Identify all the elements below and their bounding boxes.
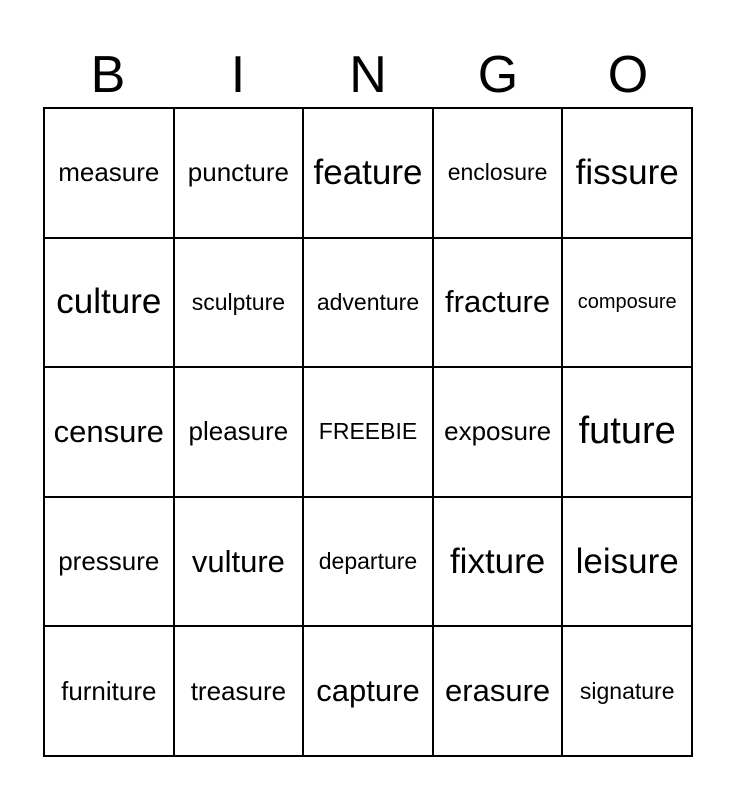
header-letter-b: B bbox=[90, 46, 126, 104]
bingo-cell[interactable]: pressure bbox=[44, 497, 174, 627]
header-letter-o: O bbox=[607, 46, 649, 104]
bingo-cell[interactable]: furniture bbox=[44, 626, 174, 756]
bingo-cell[interactable]: censure bbox=[44, 367, 174, 497]
bingo-cell[interactable]: leisure bbox=[562, 497, 692, 627]
header-letter-i: I bbox=[230, 46, 246, 104]
free-space-cell[interactable]: FREEBIE bbox=[303, 367, 433, 497]
bingo-cell[interactable]: sculpture bbox=[174, 238, 304, 368]
bingo-cell[interactable]: departure bbox=[303, 497, 433, 627]
bingo-cell[interactable]: fissure bbox=[562, 108, 692, 238]
bingo-cell[interactable]: future bbox=[562, 367, 692, 497]
bingo-cell[interactable]: erasure bbox=[433, 626, 563, 756]
bingo-cell[interactable]: treasure bbox=[174, 626, 304, 756]
bingo-cell[interactable]: exposure bbox=[433, 367, 563, 497]
bingo-cell[interactable]: vulture bbox=[174, 497, 304, 627]
bingo-cell[interactable]: culture bbox=[44, 238, 174, 368]
bingo-cell[interactable]: signature bbox=[562, 626, 692, 756]
bingo-header bbox=[43, 42, 693, 108]
bingo-cell[interactable]: adventure bbox=[303, 238, 433, 368]
bingo-cell[interactable]: pleasure bbox=[174, 367, 304, 497]
header-letter-n: N bbox=[349, 46, 387, 104]
bingo-cell[interactable]: enclosure bbox=[433, 108, 563, 238]
header-letter-g: G bbox=[477, 46, 519, 104]
bingo-cell[interactable]: puncture bbox=[174, 108, 304, 238]
bingo-board bbox=[43, 107, 693, 757]
bingo-cell[interactable]: fixture bbox=[433, 497, 563, 627]
bingo-cell[interactable]: feature bbox=[303, 108, 433, 238]
bingo-cell[interactable]: capture bbox=[303, 626, 433, 756]
bingo-cell[interactable]: fracture bbox=[433, 238, 563, 368]
bingo-cell[interactable]: measure bbox=[44, 108, 174, 238]
bingo-cell[interactable]: composure bbox=[562, 238, 692, 368]
